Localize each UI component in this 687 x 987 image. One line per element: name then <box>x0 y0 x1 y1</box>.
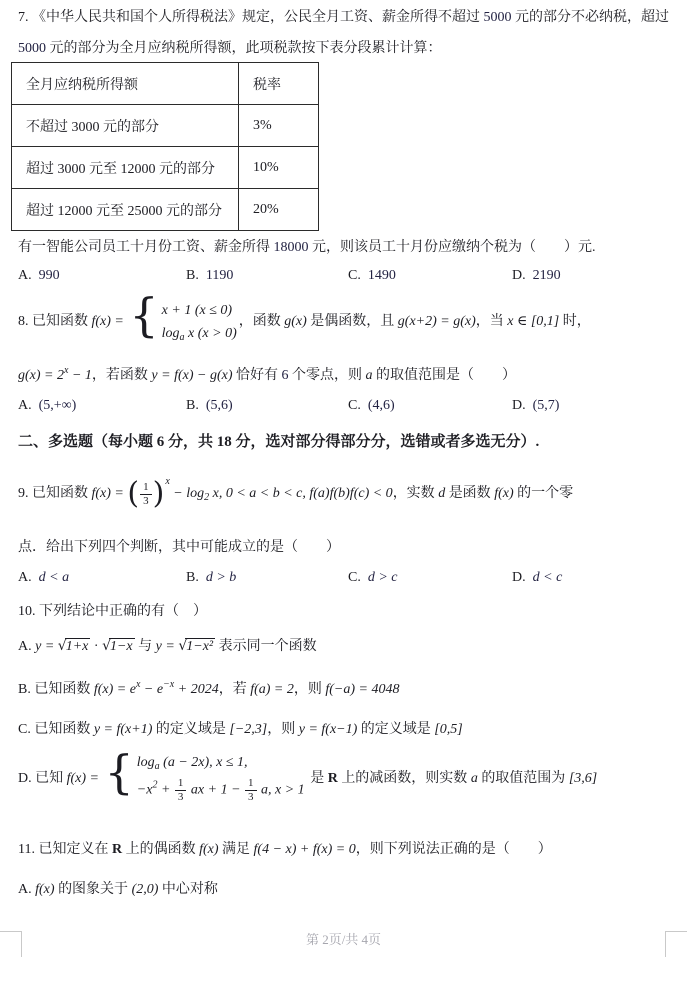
fraction-stack <box>245 777 257 803</box>
text-run: ，则 <box>293 682 326 697</box>
fraction-denominator: 3 <box>177 790 184 803</box>
text-run: 元，则该员工十月份应缴纳个税为（ ）元. <box>308 240 596 255</box>
text-run: (a − 2x), x ≤ 1, <box>159 755 248 771</box>
option-label: C. <box>348 268 361 283</box>
text-run: 与 <box>134 639 156 654</box>
text-run: ，则下列说法正确的是（ ） <box>355 842 552 857</box>
text-run: x <box>64 365 69 376</box>
text-run: 5000 <box>18 41 46 56</box>
math-fraction <box>127 470 169 518</box>
radical-expression <box>58 639 91 654</box>
fraction-stack <box>175 777 187 803</box>
text-run: B. <box>18 682 31 697</box>
text-run: 2 <box>152 779 158 791</box>
option-label: C. <box>348 570 361 585</box>
text-run: 10. <box>18 604 36 619</box>
text-run: a <box>470 771 478 786</box>
option-c <box>348 396 395 416</box>
option-value: d < a <box>38 570 70 585</box>
option-value: 2190 <box>532 268 561 283</box>
text-run: − log <box>169 486 205 502</box>
math-fraction <box>174 777 188 803</box>
text-run: R <box>327 771 338 786</box>
question-7-line-1 <box>18 8 669 28</box>
table-cell: 超过 3000 元至 12000 元的部分 <box>12 147 239 189</box>
text-run: x, 0 < a < b < c, f(a)f(b)f(c) < 0 <box>209 486 393 502</box>
text-run: f(x) = <box>91 314 128 329</box>
option-a <box>18 266 60 286</box>
text-run: f(4 − x) + f(x) = 0 <box>253 842 356 857</box>
section-2-header: 二、多选题（每小题 6 分，共 18 分，选对部分得部分分，选错或者多选无分）. <box>18 434 540 450</box>
table-row <box>12 105 319 147</box>
text-run: 是 <box>306 771 328 786</box>
option-c <box>348 568 398 588</box>
text-run: ，函数 <box>238 314 285 329</box>
text-run: A. <box>18 639 32 654</box>
text-run: [0,5] <box>434 722 463 737</box>
piecewise-function <box>105 754 305 803</box>
fraction-exponent: x <box>165 476 170 487</box>
text-run: ，则 <box>267 722 299 737</box>
page-corner-mark-left <box>0 931 22 957</box>
text-run: x ∈ [0,1] <box>507 314 560 329</box>
text-run: y = <box>35 639 58 654</box>
text-run: D. <box>18 771 32 786</box>
text-run: [3,6] <box>568 771 598 786</box>
option-a <box>18 568 69 588</box>
option-d <box>512 266 561 286</box>
text-run: − 1 <box>68 368 92 383</box>
option-d <box>512 568 562 588</box>
text-run: f(x) <box>494 486 514 502</box>
text-run: 已知函数 <box>28 486 92 502</box>
text-run: 个零点，则 <box>288 368 366 383</box>
text-run: a <box>154 761 160 773</box>
option-c <box>348 266 396 286</box>
option-d <box>512 396 559 416</box>
text-run: 中心对称 <box>158 882 218 897</box>
text-run: x + 1 (x ≤ 0) <box>161 302 233 318</box>
option-b <box>186 396 233 416</box>
text-run: + <box>157 782 174 798</box>
text-run: 《中华人民共和国个人所得税法》规定，公民全月工资、薪金所得不超过 <box>28 10 484 25</box>
text-run: 是偶函数，且 <box>306 314 398 329</box>
text-run: 恰好有 <box>232 368 282 383</box>
question-11-stem <box>18 840 552 860</box>
text-run: 已知定义在 <box>34 842 112 857</box>
left-paren-glyph: ( <box>127 476 140 511</box>
option-b <box>186 266 233 286</box>
text-run: A. <box>18 882 32 897</box>
text-run: x (x > 0) <box>184 325 237 341</box>
text-run: 的定义域是 <box>152 722 230 737</box>
radical-glyph: √ <box>178 638 188 654</box>
question-7-line-2 <box>18 39 442 59</box>
question-10-option-b <box>18 680 399 700</box>
text-run: 2 <box>204 492 210 504</box>
text-run: 的图象关于 <box>54 882 132 897</box>
text-run: 8. <box>18 314 29 329</box>
fraction-numerator: 1 <box>175 777 187 791</box>
piecewise-row <box>162 325 237 342</box>
piecewise-row <box>137 777 305 803</box>
text-run: 时， <box>559 314 591 329</box>
piecewise-row <box>162 302 237 319</box>
table-row <box>12 189 319 231</box>
text-run: ，若函数 <box>91 368 152 383</box>
radicand: 1−x² <box>186 639 214 654</box>
table-cell: 3% <box>239 105 319 147</box>
table-row <box>12 63 319 105</box>
text-run: 已知函数 <box>28 314 92 329</box>
text-run: f(x) <box>35 882 55 897</box>
question-10-option-d <box>18 748 597 810</box>
text-run: 7. <box>18 10 29 25</box>
option-value: (5,+∞) <box>38 398 77 413</box>
text-run: 有一智能公司员工十月份工资、薪金所得 <box>18 240 274 255</box>
piecewise-row <box>137 754 305 771</box>
text-run: [−2,3] <box>229 722 268 737</box>
text-run: 已知函数 <box>30 682 94 697</box>
option-label: C. <box>348 398 361 413</box>
text-run: 5000 <box>483 10 512 25</box>
text-run: f(x) = <box>66 771 103 786</box>
text-run: a <box>365 368 373 383</box>
text-run: R <box>111 842 123 857</box>
text-run: ，当 <box>475 314 508 329</box>
option-value: 1490 <box>367 268 396 283</box>
text-run: C. <box>18 722 31 737</box>
table-cell: 10% <box>239 147 319 189</box>
table-cell: 不超过 3000 元的部分 <box>12 105 239 147</box>
page-number-footer: 第 2页/共 4页 <box>305 932 382 947</box>
text-run: 9. <box>18 486 29 502</box>
text-run: f(x) = <box>91 486 128 502</box>
piecewise-function <box>129 302 236 342</box>
text-run: 18000 <box>273 240 309 255</box>
text-run: 下列结论中正确的有（ ） <box>35 604 207 619</box>
option-value: d > c <box>367 570 398 585</box>
fraction-numerator: 1 <box>140 481 152 495</box>
text-run: 6 <box>281 368 289 383</box>
text-run: a, x > 1 <box>257 782 305 798</box>
radical-glyph: √ <box>57 638 67 654</box>
option-label: D. <box>512 268 526 283</box>
radical-expression <box>178 639 215 654</box>
text-run: + 2024 <box>174 682 219 697</box>
text-run: a <box>179 331 185 343</box>
text-run: 元的部分为全月应纳税所得额，此项税款按下表分段累计计算： <box>46 41 442 56</box>
text-run: 点．给出下列四个判断，其中可能成立的是（ ） <box>18 540 340 555</box>
radical-expression <box>102 639 135 654</box>
option-label: D. <box>512 398 526 413</box>
text-run: 是函数 <box>445 486 495 502</box>
radicand: 1+x <box>65 639 89 654</box>
option-label: D. <box>512 570 526 585</box>
math-fraction <box>244 777 258 803</box>
question-7-line-3 <box>18 238 596 258</box>
text-run: y = f(x−1) <box>298 722 358 737</box>
table-header-rate: 税率 <box>239 63 319 105</box>
question-9-line-1 <box>18 470 573 518</box>
option-value: (5,6) <box>205 398 233 413</box>
text-run: 上的偶函数 <box>122 842 200 857</box>
table-header-income: 全月应纳税所得额 <box>12 63 239 105</box>
option-label: A. <box>18 268 32 283</box>
text-run: ，实数 <box>392 486 439 502</box>
option-label: B. <box>186 570 199 585</box>
option-a <box>18 396 76 416</box>
fraction-denominator: 3 <box>143 494 149 507</box>
text-run: −x <box>136 782 153 798</box>
text-run: f(−a) = 4048 <box>325 682 400 697</box>
text-run: g(x+2) = g(x) <box>397 314 476 329</box>
option-value: (4,6) <box>367 398 395 413</box>
table-cell: 超过 12000 元至 25000 元的部分 <box>12 189 239 231</box>
text-run: ax + 1 − <box>187 782 245 798</box>
question-11-option-a <box>18 880 218 900</box>
table-cell: 20% <box>239 189 319 231</box>
option-value: 990 <box>38 268 60 283</box>
option-value: d < c <box>532 570 563 585</box>
text-run: log <box>136 755 155 771</box>
text-run: − e <box>140 682 164 697</box>
text-run: 的取值范围是（ ） <box>372 368 516 383</box>
table-row <box>12 147 319 189</box>
question-8-line-2 <box>18 366 516 386</box>
option-label: B. <box>186 398 199 413</box>
text-run: f(x) = e <box>93 682 136 697</box>
radicand: 1−x <box>109 639 133 654</box>
option-value: 1190 <box>205 268 234 283</box>
text-run: 满足 <box>218 842 254 857</box>
piecewise-rows <box>137 754 305 803</box>
option-label: A. <box>18 570 32 585</box>
text-run: 11. <box>18 842 35 857</box>
right-paren-glyph: ) <box>152 476 165 511</box>
question-10-option-c <box>18 720 463 740</box>
text-run: · <box>90 639 103 654</box>
piecewise-rows <box>162 302 237 342</box>
text-run: 表示同一个函数 <box>215 639 317 654</box>
text-run: d <box>438 486 446 502</box>
left-brace-glyph <box>105 772 134 785</box>
fraction-numerator: 1 <box>245 777 257 791</box>
text-run: log <box>161 325 180 341</box>
text-run: f(x) <box>199 842 219 857</box>
text-run: 的定义域是 <box>357 722 435 737</box>
text-run: g(x) = 2 <box>18 368 64 383</box>
fraction-stack <box>140 481 152 507</box>
text-run: 元的部分不必纳税，超过 <box>511 10 669 25</box>
text-run: y = f(x+1) <box>93 722 153 737</box>
text-run: y = <box>155 639 179 654</box>
question-10-stem <box>18 602 207 622</box>
option-value: d > b <box>205 570 237 585</box>
text-run: −x <box>163 679 175 690</box>
text-run: f(a) = 2 <box>250 682 294 697</box>
text-run: ，若 <box>218 682 251 697</box>
radical-glyph: √ <box>102 638 111 654</box>
question-10-option-a <box>18 636 317 657</box>
text-run: 上的减函数，则实数 <box>337 771 471 786</box>
option-b <box>186 568 236 588</box>
text-run: x <box>135 679 141 690</box>
text-run: g(x) <box>284 314 307 329</box>
text-run: 已知 <box>31 771 67 786</box>
text-run: 已知函数 <box>30 722 94 737</box>
fraction-denominator: 3 <box>248 790 254 803</box>
option-value: (5,7) <box>532 398 560 413</box>
page-corner-mark-right <box>665 931 687 957</box>
text-run: 的一个零 <box>513 486 574 502</box>
question-9-line-2 <box>18 538 340 558</box>
tax-rate-table <box>11 62 319 231</box>
text-run: y = f(x) − g(x) <box>151 368 233 383</box>
text-run: (2,0) <box>131 882 159 897</box>
option-label: A. <box>18 398 32 413</box>
question-8-line-1 <box>18 296 591 348</box>
option-label: B. <box>186 268 199 283</box>
text-run: 的取值范围为 <box>477 771 569 786</box>
left-brace-glyph <box>129 315 158 328</box>
